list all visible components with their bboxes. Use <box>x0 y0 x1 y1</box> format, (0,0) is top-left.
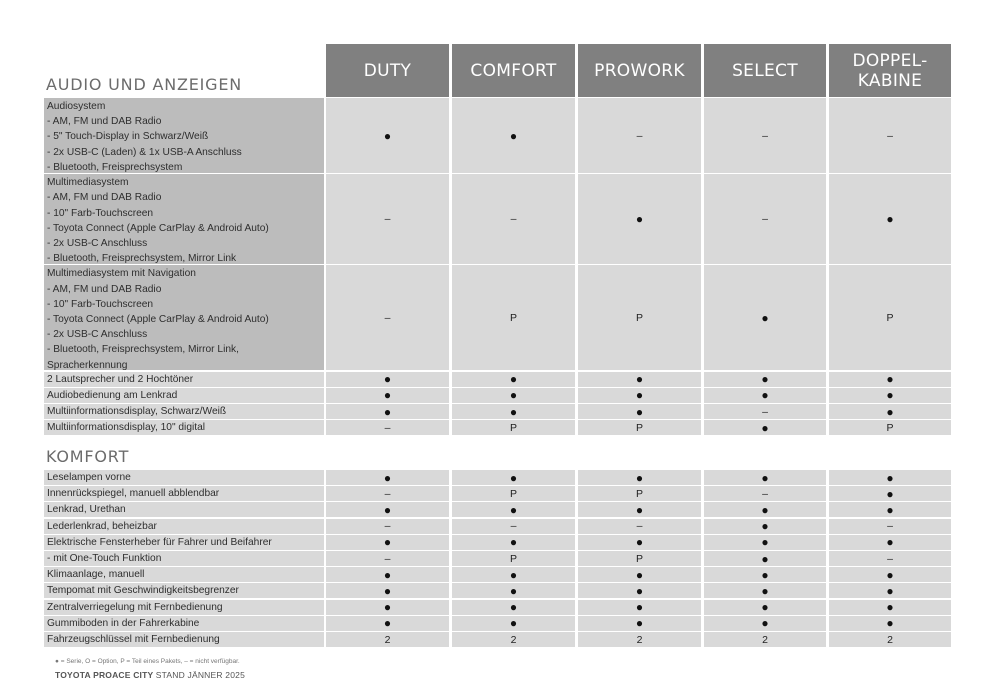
value-cell <box>829 567 951 582</box>
value-cell <box>704 583 826 598</box>
value-cell <box>578 404 701 419</box>
value-cell <box>829 551 951 566</box>
value-cell <box>578 372 701 387</box>
value-cell <box>704 616 826 631</box>
table-row <box>0 174 990 264</box>
row-label-line: - Bluetooth, Freisprechsystem, Mirror Link <box>47 253 237 265</box>
row-label-line: Spracherkennung <box>47 359 128 371</box>
value-cell <box>452 388 575 403</box>
value-text: – <box>887 129 893 142</box>
row-label <box>44 470 324 485</box>
standard-bullet: ● <box>383 128 392 143</box>
standard-bullet: ● <box>635 470 644 485</box>
value-cell <box>326 519 449 534</box>
value-cell <box>704 519 826 534</box>
value-text: – <box>384 421 391 434</box>
value-cell <box>829 388 951 403</box>
value-cell <box>578 551 701 566</box>
row-label-line: - 2x USB-C (Laden) & 1x USB-A Anschluss <box>47 146 242 158</box>
value-cell <box>829 632 951 647</box>
standard-bullet: ● <box>383 372 392 387</box>
row-label-line: Lenkrad, Urethan <box>47 504 126 516</box>
row-label <box>44 174 324 264</box>
value-cell <box>578 519 701 534</box>
value-cell <box>326 372 449 387</box>
standard-bullet: ● <box>509 372 518 387</box>
table-row <box>0 372 990 387</box>
value-cell <box>704 632 826 647</box>
value-cell <box>829 265 951 370</box>
value-cell <box>326 470 449 485</box>
standard-bullet: ● <box>886 372 894 387</box>
row-label <box>44 632 324 647</box>
row-label <box>44 583 324 598</box>
value-text: – <box>762 129 768 142</box>
standard-bullet: ● <box>886 404 894 419</box>
value-cell <box>326 502 449 517</box>
value-cell <box>452 616 575 631</box>
value-cell <box>829 420 951 435</box>
standard-bullet: ● <box>509 535 518 550</box>
value-cell <box>578 174 701 264</box>
standard-bullet: ● <box>509 470 518 485</box>
value-text: P <box>635 311 643 324</box>
row-label-line: - AM, FM und DAB Radio <box>47 116 162 128</box>
value-cell <box>452 486 575 501</box>
standard-bullet: ● <box>383 567 392 582</box>
column-header-1: DUTY <box>326 44 449 97</box>
value-cell <box>704 600 826 615</box>
standard-bullet: ● <box>383 535 392 550</box>
value-text: 2 <box>762 633 768 646</box>
value-cell <box>578 265 701 370</box>
standard-bullet: ● <box>635 388 644 403</box>
value-cell <box>829 486 951 501</box>
table-row <box>0 535 990 550</box>
table-row <box>0 583 990 598</box>
value-cell <box>704 486 826 501</box>
standard-bullet: ● <box>761 600 769 615</box>
row-label-line: Multiinformationsdisplay, 10" digital <box>47 422 206 434</box>
value-text: – <box>384 213 391 226</box>
value-cell <box>829 519 951 534</box>
standard-bullet: ● <box>383 583 392 598</box>
row-label <box>44 420 324 435</box>
value-cell <box>704 470 826 485</box>
value-cell <box>704 174 826 264</box>
standard-bullet: ● <box>761 567 769 582</box>
standard-bullet: ● <box>509 600 518 615</box>
value-text: – <box>636 129 643 142</box>
row-label <box>44 502 324 517</box>
value-text: – <box>762 487 768 500</box>
value-cell <box>829 372 951 387</box>
value-text: P <box>635 421 643 434</box>
standard-bullet: ● <box>886 583 894 598</box>
table-row <box>0 551 990 566</box>
standard-bullet: ● <box>635 372 644 387</box>
table-row <box>0 470 990 485</box>
value-cell <box>452 372 575 387</box>
row-label-line: Zentralverriegelung mit Fernbedienung <box>47 601 223 613</box>
standard-bullet: ● <box>761 372 769 387</box>
standard-bullet: ● <box>509 616 518 631</box>
row-label-line: Leselampen vorne <box>47 472 131 483</box>
row-label-line: - Bluetooth, Freisprechsystem <box>47 161 183 173</box>
row-label-line: Lederlenkrad, beheizbar <box>47 520 157 532</box>
value-cell <box>326 486 449 501</box>
standard-bullet: ● <box>761 470 769 485</box>
table-row <box>0 600 990 615</box>
value-cell <box>452 265 575 370</box>
standard-bullet: ● <box>509 128 518 143</box>
standard-bullet: ● <box>509 567 518 582</box>
value-text: 2 <box>384 633 391 646</box>
column-header-5: DOPPEL- KABINE <box>829 44 951 97</box>
standard-bullet: ● <box>383 616 392 631</box>
standard-bullet: ● <box>761 502 769 517</box>
value-cell <box>704 372 826 387</box>
value-cell <box>829 583 951 598</box>
document-status: STAND JÄNNER 2025 <box>155 670 245 680</box>
table-row <box>0 486 990 501</box>
row-label <box>44 616 324 631</box>
value-cell <box>704 420 826 435</box>
document-footer <box>55 670 245 680</box>
table-row <box>0 388 990 403</box>
value-text: P <box>509 311 517 324</box>
value-cell <box>326 388 449 403</box>
value-cell <box>452 420 575 435</box>
standard-bullet: ● <box>383 600 392 615</box>
row-label-line: 2 Lautsprecher und 2 Hochtöner <box>47 373 194 385</box>
row-label-line: Gummiboden in der Fahrerkabine <box>47 617 200 629</box>
standard-bullet: ● <box>635 404 644 419</box>
value-cell <box>326 583 449 598</box>
row-label-line: - 5" Touch-Display in Schwarz/Weiß <box>47 131 209 143</box>
standard-bullet: ● <box>509 388 518 403</box>
column-header-3: PROWORK <box>578 44 701 97</box>
row-label-line: Audiosystem <box>47 101 106 112</box>
value-cell <box>326 174 449 264</box>
row-label-line: Multimediasystem <box>47 177 129 189</box>
row-label-line: - Bluetooth, Freisprechsystem, Mirror Link, <box>47 344 239 356</box>
value-cell <box>578 600 701 615</box>
value-cell <box>829 404 951 419</box>
value-text: – <box>636 520 643 533</box>
section-title: KOMFORT <box>46 447 130 466</box>
value-cell <box>829 502 951 517</box>
row-label <box>44 535 324 550</box>
table-row <box>0 632 990 647</box>
standard-bullet: ● <box>383 502 392 517</box>
brand-name: TOYOTA PROACE CITY <box>55 670 154 680</box>
standard-bullet: ● <box>509 404 518 419</box>
row-label-line: Klimaanlage, manuell <box>47 569 145 581</box>
row-label-line: - 2x USB-C Anschluss <box>47 329 148 341</box>
table-row <box>0 420 990 435</box>
table-row <box>0 519 990 534</box>
value-text: 2 <box>887 633 893 646</box>
column-header-2: COMFORT <box>452 44 575 97</box>
standard-bullet: ● <box>761 583 769 598</box>
value-text: P <box>509 421 517 434</box>
standard-bullet: ● <box>886 567 894 582</box>
value-cell <box>452 519 575 534</box>
row-label-line: Tempomat mit Geschwindigkeitsbegrenzer <box>47 585 239 597</box>
standard-bullet: ● <box>509 583 518 598</box>
value-cell <box>452 551 575 566</box>
value-text: P <box>886 311 894 324</box>
standard-bullet: ● <box>635 212 644 227</box>
value-cell <box>452 535 575 550</box>
standard-bullet: ● <box>761 388 769 403</box>
standard-bullet: ● <box>509 502 518 517</box>
value-text: – <box>384 311 391 324</box>
value-cell <box>578 420 701 435</box>
row-label-line: - 2x USB-C Anschluss <box>47 238 148 249</box>
value-cell <box>578 486 701 501</box>
row-label <box>44 98 324 173</box>
value-cell <box>829 470 951 485</box>
value-cell <box>326 420 449 435</box>
row-label-line: - mit One-Touch Funktion <box>47 553 162 564</box>
row-label-line: Multimediasystem mit Navigation <box>47 268 196 280</box>
row-label <box>44 567 324 582</box>
table-row <box>0 616 990 631</box>
standard-bullet: ● <box>635 535 644 550</box>
value-text: – <box>887 520 893 533</box>
value-cell <box>452 404 575 419</box>
standard-bullet: ● <box>635 616 644 631</box>
standard-bullet: ● <box>383 404 392 419</box>
value-cell <box>704 404 826 419</box>
value-cell <box>452 600 575 615</box>
standard-bullet: ● <box>761 616 769 631</box>
standard-bullet: ● <box>761 551 769 566</box>
value-text: – <box>384 520 391 533</box>
table-row <box>0 567 990 582</box>
standard-bullet: ● <box>886 388 894 403</box>
value-cell <box>326 265 449 370</box>
value-cell <box>704 502 826 517</box>
standard-bullet: ● <box>383 470 392 485</box>
standard-bullet: ● <box>761 310 769 325</box>
row-label-line: - 10" Farb-Touchscreen <box>47 298 154 310</box>
value-cell <box>452 98 575 173</box>
standard-bullet: ● <box>886 212 894 227</box>
value-cell <box>452 583 575 598</box>
value-cell <box>829 535 951 550</box>
value-cell <box>326 600 449 615</box>
value-cell <box>452 567 575 582</box>
row-label <box>44 519 324 534</box>
value-text: – <box>510 520 517 533</box>
value-text: P <box>509 552 517 565</box>
row-label-line: - AM, FM und DAB Radio <box>47 192 162 204</box>
value-cell <box>326 98 449 173</box>
value-cell <box>578 98 701 173</box>
standard-bullet: ● <box>635 600 644 615</box>
row-label <box>44 551 324 566</box>
value-cell <box>704 535 826 550</box>
table-row <box>0 98 990 173</box>
value-cell <box>452 632 575 647</box>
row-label <box>44 388 324 403</box>
value-cell <box>452 470 575 485</box>
row-label-line: Fahrzeugschlüssel mit Fernbedienung <box>47 634 220 645</box>
value-cell <box>578 567 701 582</box>
row-label-line: - 10" Farb-Touchscreen <box>47 207 154 219</box>
value-cell <box>578 502 701 517</box>
value-cell <box>452 174 575 264</box>
row-label-line: - Toyota Connect (Apple CarPlay & Android Auto) <box>47 222 269 234</box>
value-text: – <box>762 405 768 418</box>
value-cell <box>578 388 701 403</box>
standard-bullet: ● <box>886 486 894 501</box>
value-cell <box>326 632 449 647</box>
standard-bullet: ● <box>886 616 894 631</box>
table-row <box>0 502 990 517</box>
value-cell <box>326 404 449 419</box>
row-label-line: - AM, FM und DAB Radio <box>47 283 162 295</box>
value-cell <box>578 470 701 485</box>
row-label-line: Innenrückspiegel, manuell abblendbar <box>47 488 220 500</box>
row-label <box>44 486 324 501</box>
value-cell <box>578 535 701 550</box>
standard-bullet: ● <box>635 583 644 598</box>
value-text: – <box>510 213 517 226</box>
row-label <box>44 265 324 370</box>
standard-bullet: ● <box>383 388 392 403</box>
row-label-line: Elektrische Fensterheber für Fahrer und Beifahrer <box>47 536 272 548</box>
value-cell <box>829 616 951 631</box>
value-text: – <box>762 213 768 226</box>
value-cell <box>829 174 951 264</box>
standard-bullet: ● <box>635 567 644 582</box>
value-text: – <box>384 487 391 500</box>
column-header-4: SELECT <box>704 44 826 97</box>
value-cell <box>704 551 826 566</box>
row-label-line: Audiobedienung am Lenkrad <box>47 389 178 401</box>
row-label-line: - Toyota Connect (Apple CarPlay & Android Auto) <box>47 314 269 325</box>
value-text: P <box>509 487 517 500</box>
value-cell <box>704 98 826 173</box>
value-cell <box>452 502 575 517</box>
value-text: P <box>886 421 894 434</box>
standard-bullet: ● <box>886 600 894 615</box>
table-row <box>0 404 990 419</box>
value-text: 2 <box>510 633 517 646</box>
value-cell <box>326 551 449 566</box>
value-cell <box>578 632 701 647</box>
value-text: P <box>635 487 643 500</box>
value-cell <box>326 535 449 550</box>
standard-bullet: ● <box>761 535 769 550</box>
value-cell <box>578 583 701 598</box>
standard-bullet: ● <box>761 420 769 435</box>
value-cell <box>578 616 701 631</box>
standard-bullet: ● <box>886 502 894 517</box>
row-label-line: Multiinformationsdisplay, Schwarz/Weiß <box>47 406 227 417</box>
value-cell <box>829 98 951 173</box>
standard-bullet: ● <box>886 535 894 550</box>
value-cell <box>829 600 951 615</box>
section-title: AUDIO UND ANZEIGEN <box>46 75 243 94</box>
value-cell <box>326 616 449 631</box>
row-label <box>44 600 324 615</box>
value-text: 2 <box>636 633 643 646</box>
table-row <box>0 265 990 370</box>
row-label <box>44 372 324 387</box>
value-cell <box>704 388 826 403</box>
row-label <box>44 404 324 419</box>
value-cell <box>704 265 826 370</box>
value-text: – <box>384 552 391 565</box>
legend-footnote: ● = Serie, O = Option, P = Teil eines Pakets, – = nicht verfügbar. <box>55 658 240 665</box>
value-text: – <box>887 552 893 565</box>
value-text: P <box>635 552 643 565</box>
standard-bullet: ● <box>761 519 769 534</box>
standard-bullet: ● <box>635 502 644 517</box>
value-cell <box>704 567 826 582</box>
standard-bullet: ● <box>886 470 894 485</box>
value-cell <box>326 567 449 582</box>
